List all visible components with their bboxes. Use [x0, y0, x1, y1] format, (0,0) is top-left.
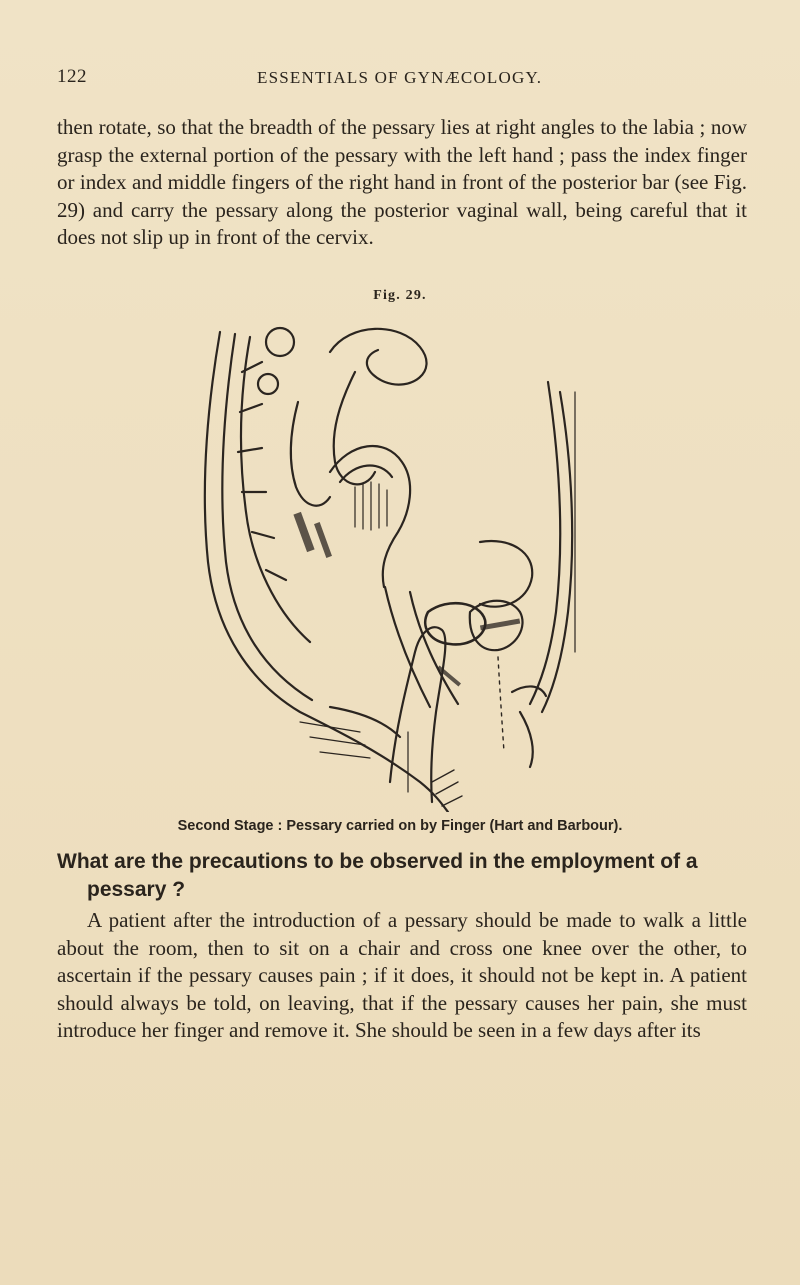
intro-paragraph: then rotate, so that the breadth of the pessary lies at right angles to the labia ; now grasp the external portion of the pessary with the left hand ; pass the index finger or index and middle fingers of the right hand in front of the posterior bar (see Fig. 29) and carry the pessary along the posterior vaginal wall, being careful that it does not slip up in front of the cervix.	[57, 115, 747, 249]
answer-paragraph: A patient after the introduction of a pessary should be made to walk a little about the room, then to sit on a chair and cross one knee over the other, to ascertain if the pessary causes pain ; if it does, it should not be kept in. A patient should always be told, on leaving, that if the pessary causes her pain, she must introduce her finger and remove it. She should be seen in a few days after its	[57, 908, 747, 1042]
running-title: ESSENTIALS OF GYNÆCOLOGY.	[257, 68, 543, 87]
page-number: 122	[57, 66, 87, 87]
figure-caption: Second Stage : Pessary carried on by Finger (Hart and Barbour).	[177, 818, 623, 834]
anatomical-illustration	[180, 312, 620, 812]
figure-label: Fig. 29.	[373, 288, 427, 303]
running-head	[57, 66, 737, 90]
section-question: What are the precautions to be observed in the employment of a pessary ?	[57, 850, 698, 901]
